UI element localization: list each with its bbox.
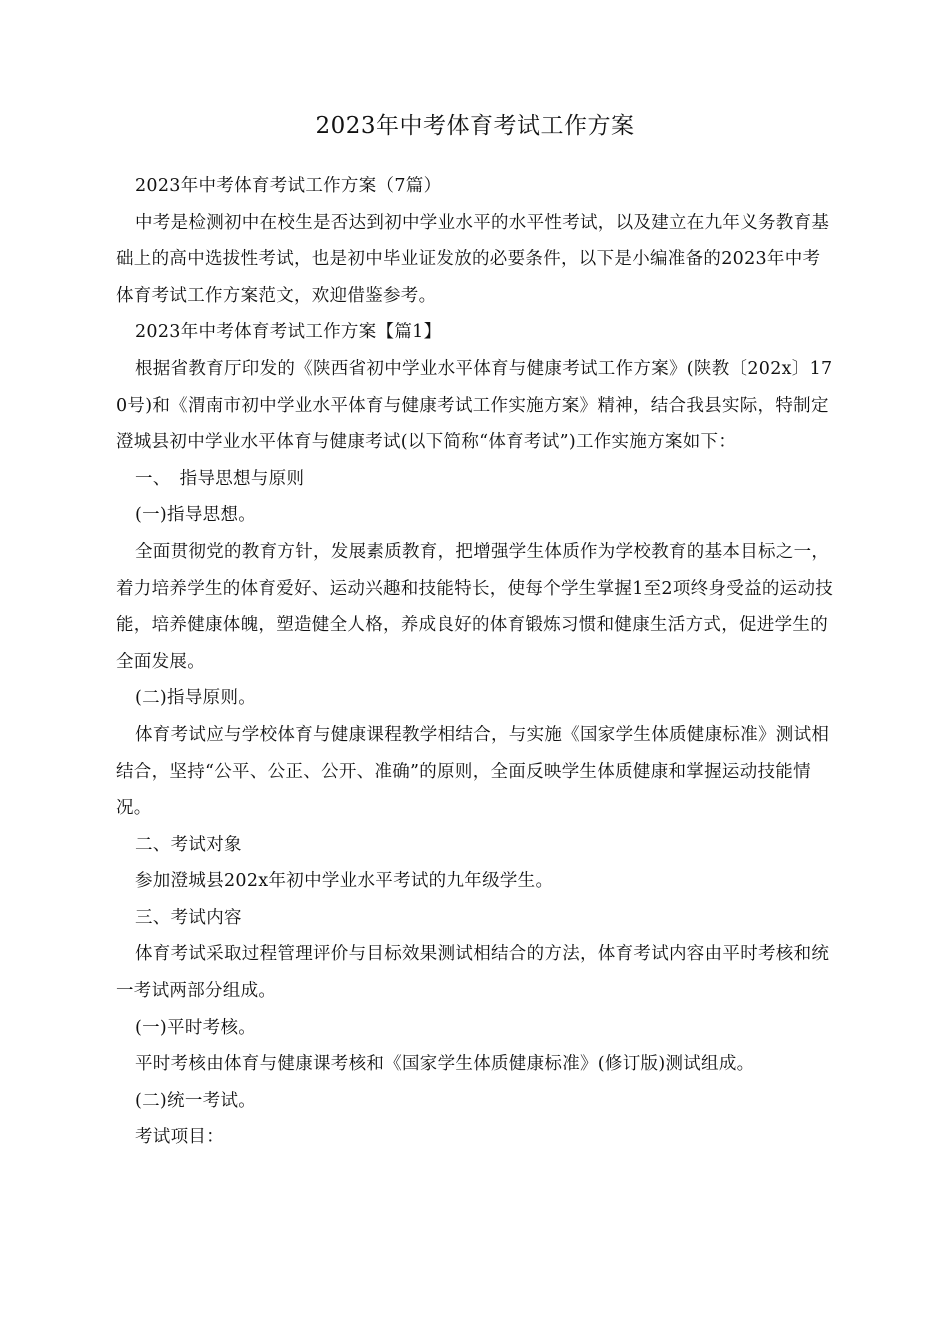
- paragraph-intro: 中考是检测初中在校生是否达到初中学业水平的水平性考试，以及建立在九年义务教育基础上的高中选拔性考试，也是初中毕业证发放的必要条件，以下是小编准备的2023年中考体育考试工作方案范文，欢迎借鉴参考。: [116, 212, 830, 306]
- subheading-guiding-thought: (一)指导思想。: [135, 505, 257, 526]
- paragraph-exam-items: 考试项目：: [135, 1127, 224, 1148]
- paragraph-guiding-principle: 体育考试应与学校体育与健康课程教学相结合，与实施《国家学生体质健康标准》测试相结合，坚持“公平、公正、公开、准确”的原则，全面反映学生体质健康和掌握运动技能情况。: [116, 724, 830, 819]
- paragraph-basis: 根据省教育厅印发的《陕西省初中学业水平体育与健康考试工作方案》(陕教〔202x〕170号)和《渭南市初中学业水平体育与健康考试工作实施方案》精神，结合我县实际，特制定澄城县初中学业水平体育与健康考试(以下简称“体育考试”)工作实施方案如下：: [116, 358, 833, 453]
- paragraph-guiding-thought: 全面贯彻党的教育方针，发展素质教育，把增强学生体质作为学校教育的基本目标之一，着力培养学生的体育爱好、运动兴趣和技能特长，使每个学生掌握1至2项终身受益的运动技能，培养健康体魄，塑造健全人格，养成良好的体育锻炼习惯和健康生活方式，促进学生的全面发展。: [116, 541, 834, 672]
- document-body: [116, 168, 836, 1156]
- subheading-guiding-principle: (二)指导原则。: [135, 688, 257, 709]
- heading-exam-content: 三、考试内容: [135, 907, 242, 928]
- paragraph-regular-assessment: 平时考核由体育与健康课考核和《国家学生体质健康标准》(修订版)测试组成。: [135, 1054, 755, 1075]
- heading-exam-target: 二、考试对象: [135, 834, 242, 855]
- heading-guiding-principles: 一、 指导思想与原则: [135, 468, 305, 489]
- paragraph-exam-content: 体育考试采取过程管理评价与目标效果测试相结合的方法，体育考试内容由平时考核和统一考试两部分组成。: [116, 944, 830, 1002]
- subheading-unified-exam: (二)统一考试。: [135, 1090, 257, 1111]
- paragraph-exam-target: 参加澄城县202x年初中学业水平考试的九年级学生。: [135, 871, 554, 892]
- paragraph-section-heading: 2023年中考体育考试工作方案【篇1】: [135, 322, 442, 343]
- subheading-regular-assessment: (一)平时考核。: [135, 1017, 257, 1038]
- document-title: 2023年中考体育考试工作方案: [315, 113, 635, 139]
- paragraph-subtitle: 2023年中考体育考试工作方案（7篇）: [135, 176, 442, 196]
